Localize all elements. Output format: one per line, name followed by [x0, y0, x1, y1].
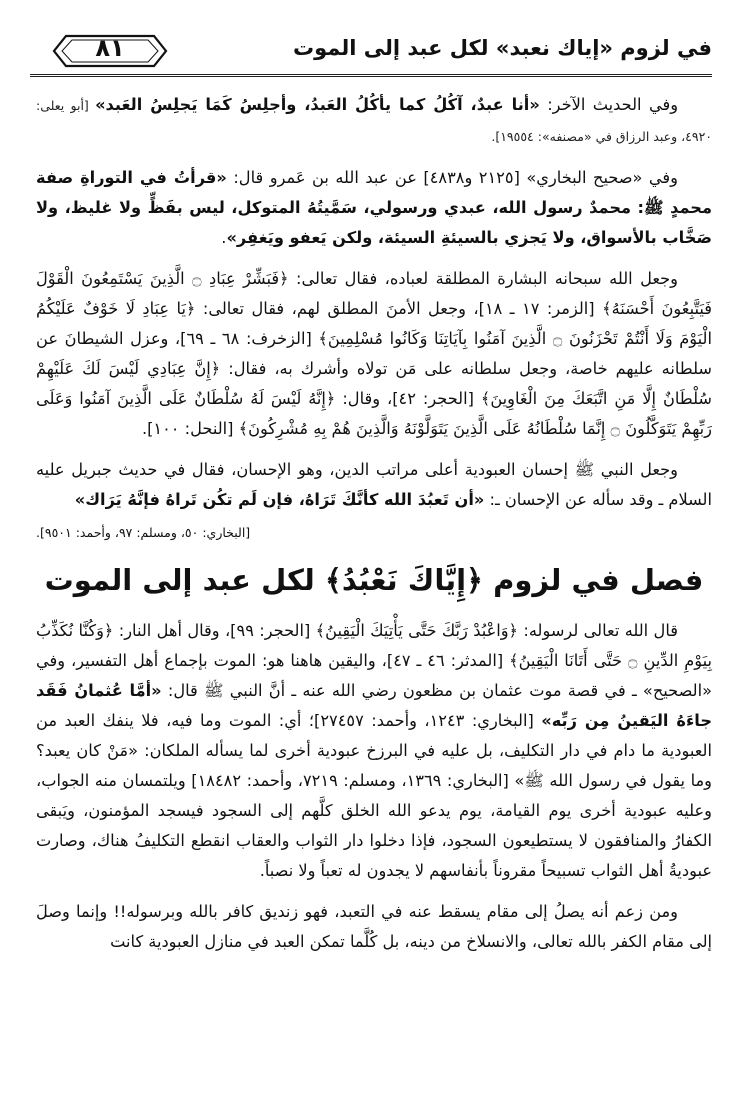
- paragraph: وفي الحديث الآخر: «أنا عبدٌ، آكُلُ كما يأكُلُ العَبدُ، وأجلِسُ كَمَا يَجلِسُ العَبد» [أبو يعلى: ٤٩٢٠، وعبد الرزاق في «مصنفه»: ١٩٥٥٤].: [36, 95, 712, 144]
- page-header: [30, 30, 712, 76]
- hadith-quote: «أمَّا عُثمانُ فَقَد جاءَهُ اليَقينُ مِن رَبِّه»: [36, 681, 712, 730]
- hadith-quote: «أن تَعبُدَ الله كأنَّكَ تَرَاهُ، فإن لَم تكُن تَراهُ فإنَّهُ يَرَاك»: [74, 490, 485, 509]
- page-number: ٨١: [95, 34, 125, 62]
- citation: [أبو يعلى: ٤٩٢٠، وعبد الرزاق في «مصنفه»: ١٩٥٥٤].: [36, 98, 712, 144]
- header-divider: [30, 74, 712, 77]
- running-title: في لزوم «إياك نعبد» لكل عبد إلى الموت: [292, 36, 712, 60]
- paragraph: وجعل الله سبحانه البشارة المطلقة لعباده، فقال تعالى: ﴿فَبَشِّرْ عِبَادِ ۝ الَّذِينَ يَسْتَمِعُونَ الْقَوْلَ فَيَتَّبِعُونَ أَحْسَنَهُ﴾ [الزمر: ١٧ ـ ١٨]، وجعل الأمنَ المطلق لهم، فقال تعالى: ﴿يَا عِبَادِ لَا خَوْفٌ عَلَيْكُمُ الْيَوْمَ وَلَا أَنْتُمْ تَحْزَنُونَ ۝ الَّذِينَ آمَنُوا بِآيَاتِنَا وَكَانُوا مُسْلِمِينَ﴾ [الزخرف: ٦٨ ـ ٦٩]، وعزل الشيطانَ عن سلطانه عليهم خاصة، وجعل سلطانه على مَن تولاه وأشرك به، فقال: ﴿إِنَّ عِبَادِي لَيْسَ لَكَ عَلَيْهِمْ سُلْطَانٌ إِلَّا مَنِ اتَّبَعَكَ مِنَ الْغَاوِينَ﴾ [الحجر: ٤٢]، وقال: ﴿إِنَّهُ لَيْسَ لَهُ سُلْطَانٌ عَلَى الَّذِينَ آمَنُوا وَعَلَى رَبِّهِمْ يَتَوَكَّلُونَ ۝ إِنَّمَا سُلْطَانُهُ عَلَى الَّذِينَ يَتَوَلَّوْنَهُ وَالَّذِينَ هُمْ بِهِ مُشْرِكُونَ﴾ [النحل: ١٠٠].: [36, 269, 712, 438]
- hadith-quote: «قرأتُ في التوراةِ صفة محمدٍ ﷺ: محمدٌ رسول الله، عبدي ورسولي، سَمَّيتُهُ المتوكل، ليس بفَظٍّ ولا غليظ، ولا صَخَّاب بالأسواق، ولا يَجزي بالسيئةِ السيئة، ولكن يَعفو ويَغفِر»: [36, 168, 712, 247]
- paragraph: ومن زعم أنه يصلُ إلى مقام يسقط عنه في التعبد، فهو زنديق كافر بالله وبرسوله!! وإنما وصلَ إلى مقام الكفر بالله تعالى، والانسلاخ من دينه، بل كُلَّما تمكن العبد في منازل العبودية كانت: [36, 902, 712, 951]
- page-number-badge: [52, 32, 168, 70]
- paragraph: قال الله تعالى لرسوله: ﴿وَاعْبُدْ رَبَّكَ حَتَّى يَأْتِيَكَ الْيَقِينُ﴾ [الحجر: ٩٩]، وقال أهل النار: ﴿وَكُنَّا نُكَذِّبُ بِيَوْمِ الدِّينِ ۝ حَتَّى أَتَانَا الْيَقِينُ﴾ [المدثر: ٤٦ ـ ٤٧]، واليقين هاهنا هو: الموت بإجماع أهل التفسير، وفي «الصحيح» ـ في قصة موت عثمان بن مظعون رضي الله عنه ـ أنَّ النبي ﷺ قال: «أمَّا عُثمانُ فَقَد جاءَهُ اليَقينُ مِن رَبِّه» [البخاري: ١٢٤٣، وأحمد: ٢٧٤٥٧]؛ أي: الموت وما فيه، فلا ينفك العبد من العبودية ما دام في دار التكليف، بل عليه في البرزخ عبودية أخرى لما يسأله الملكان: «مَنْ كان يعبد؟ وما يقول في رسول الله ﷺ» [البخاري: ١٣٦٩، ومسلم: ٧٢١٩، وأحمد: ١٨٤٨٢] ويلتمسان منه الجواب، وعليه عبودية أخرى يوم القيامة، يوم يدعو الله الخلق كلَّهم إلى السجود فيسجد المؤمنون، ويَبقى الكفارُ والمنافقون لا يستطيعون السجود، فإذا دخلوا دار الثواب والعقاب انقطع التكليفُ هناك، وصارت عبوديةُ أهل الثواب تسبيحاً مقروناً بأنفاسهم لا يجدون له تعباً ولا نصباً.: [36, 621, 713, 880]
- paragraph: وجعل النبي ﷺ إحسان العبودية أعلى مراتب الدين، وهو الإحسان، فقال في حديث جبريل عليه السلام ـ وقد سأله عن الإحسان ـ: «أن تَعبُدَ الله كأنَّكَ تَرَاهُ، فإن لَم تكُن تَراهُ فإنَّهُ يَرَاك»: [36, 460, 712, 509]
- hadith-quote: «أنا عبدٌ، آكُلُ كما يأكُلُ العَبدُ، وأجلِسُ كَمَا يَجلِسُ العَبد»: [95, 95, 540, 114]
- paragraph: وفي «صحيح البخاري» [٢١٢٥ و٤٨٣٨] عن عبد الله بن عَمرو قال: «قرأتُ في التوراةِ صفة محمدٍ ﷺ: محمدٌ رسول الله، عبدي ورسولي، سَمَّيتُهُ المتوكل، ليس بفَظٍّ ولا غليظ، ولا صَخَّاب بالأسواق، ولا يَجزي بالسيئةِ السيئة، ولكن يَعفو ويَغفِر».: [36, 168, 712, 247]
- citation-line: [البخاري: ٥٠، ومسلم: ٩٧، وأحمد: ٩٥٠١].: [36, 525, 251, 540]
- page-content: [36, 90, 712, 968]
- section-heading: فصل في لزوم ﴿إِيَّاكَ نَعْبُدُ﴾ لكل عبد إلى الموت: [44, 563, 704, 597]
